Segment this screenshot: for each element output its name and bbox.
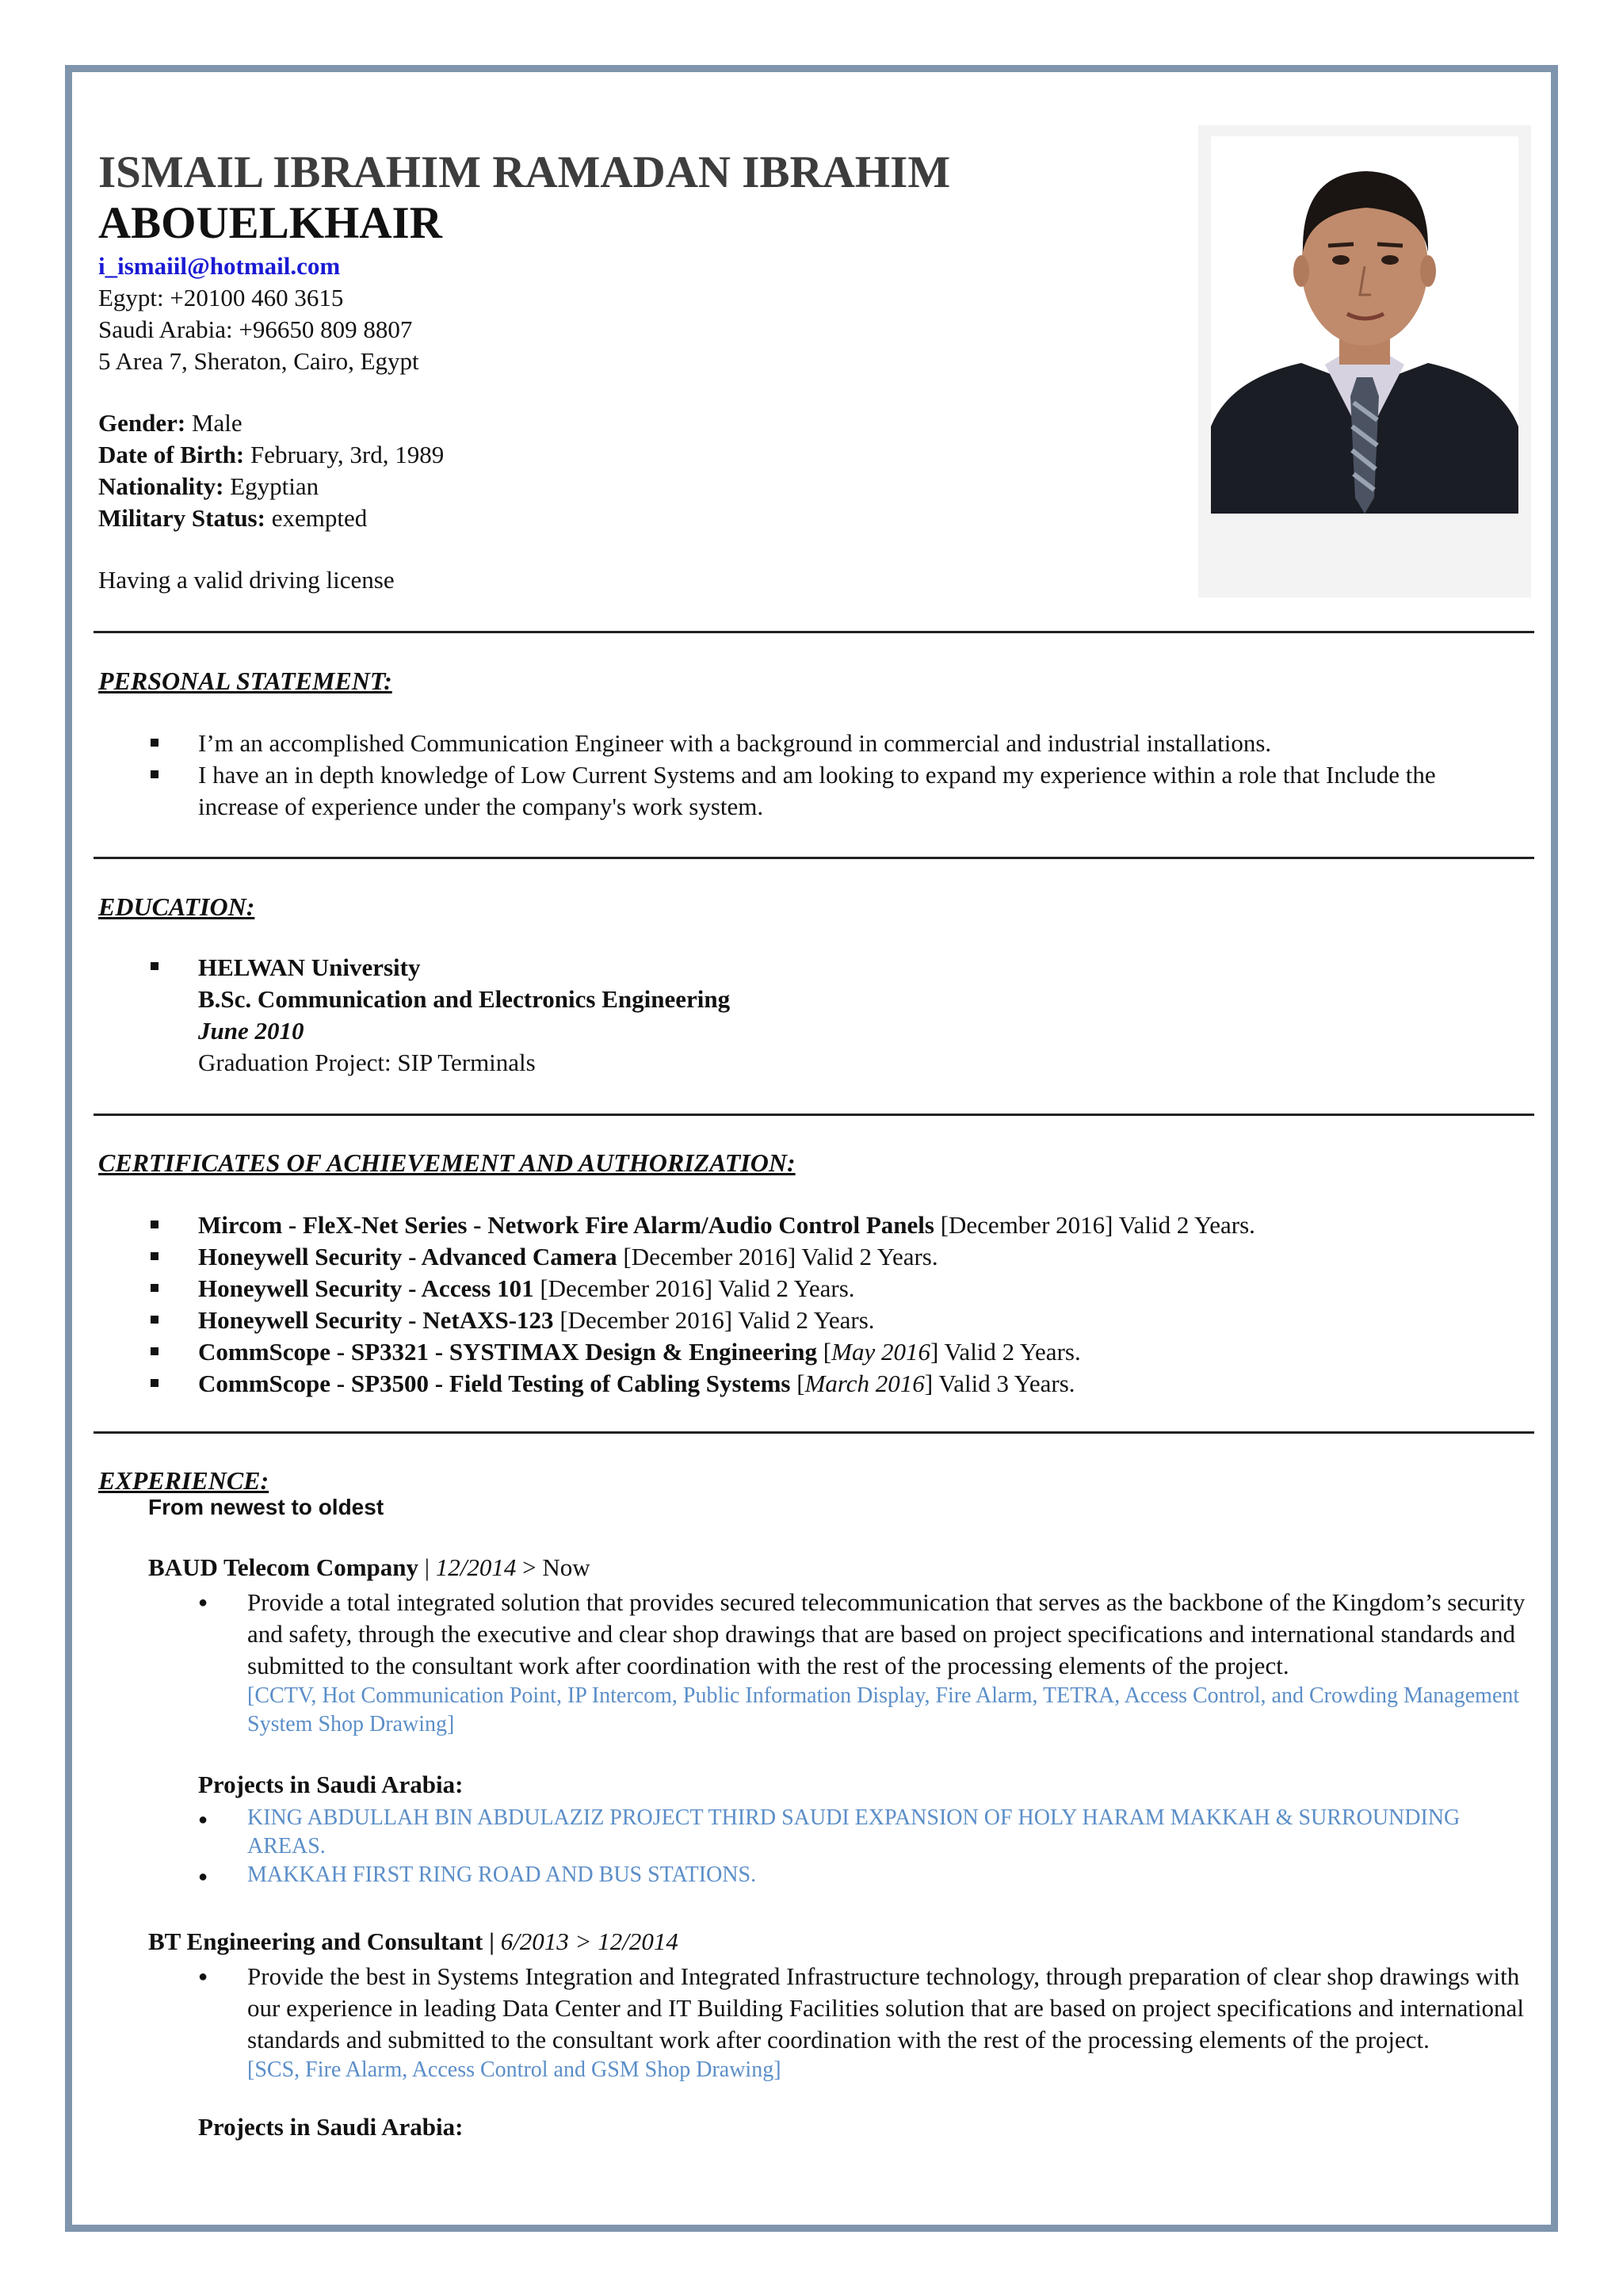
list-item: Honeywell Security - Access 101 [December 2016] Valid 2 Years. xyxy=(147,1273,1495,1305)
list-item: ● MAKKAH FIRST RING ROAD AND BUS STATIONS. xyxy=(198,1861,1466,1889)
contact-block xyxy=(98,250,419,377)
education-heading: EDUCATION: xyxy=(98,892,255,921)
university: HELWAN University xyxy=(198,953,421,981)
experience-heading: EXPERIENCE: xyxy=(98,1466,269,1495)
list-item: Mircom - FleX-Net Series - Network Fire Alarm/Audio Control Panels [December 2016] Valid 2 Years. xyxy=(147,1209,1495,1241)
job-bt-projects-label: Projects in Saudi Arabia: xyxy=(198,2113,464,2141)
list-item: I’m an accomplished Communication Engineer with a background in commercial and industrial installations. xyxy=(147,728,1463,759)
list-item: ● KING ABDULLAH BIN ABDULAZIZ PROJECT THIRD SAUDI EXPANSION OF HOLY HARAM MAKKAH & SURROUNDING AREAS. xyxy=(198,1804,1466,1861)
graduation-project: Graduation Project: SIP Terminals xyxy=(198,1049,536,1076)
phone-egypt: Egypt: +20100 460 3615 xyxy=(98,284,344,311)
email-link[interactable]: i_ismaiil@hotmail.com xyxy=(98,252,341,280)
list-item: CommScope - SP3321 - SYSTIMAX Design & Engineering [May 2016] Valid 2 Years. xyxy=(147,1336,1495,1368)
certificates-heading: CERTIFICATES OF ACHIEVEMENT AND AUTHORIZATION: xyxy=(98,1148,796,1177)
personal-statement-heading: PERSONAL STATEMENT: xyxy=(98,667,392,695)
list-item: ● Provide a total integrated solution that provides secured telecommunication that serves as the backbone of the Kingdom’s security and safety, through the executive and clear shop drawings that are based on project specifications and international standards and submitted to the consultant work after coordination with the rest of the processing elements of the project. [CCTV, Hot Communication Point, IP Intercom, Public Information Display, Fire Alarm, TETRA, Access Control, and Crowding Management System Shop Drawing] xyxy=(198,1587,1529,1739)
military-row: Military Status: exempted xyxy=(98,504,368,532)
name-line-2: ABOUELKHAIR xyxy=(98,198,442,248)
divider xyxy=(94,1431,1534,1434)
profile-photo-illustration xyxy=(1198,125,1531,598)
certificates-list xyxy=(147,1209,1495,1400)
candidate-name xyxy=(98,147,950,249)
job-bt-description xyxy=(198,1961,1529,2084)
list-item: CommScope - SP3500 - Field Testing of Cabling Systems [March 2016] Valid 3 Years. xyxy=(147,1368,1495,1400)
list-item: I have an in depth knowledge of Low Current Systems and am looking to expand my experience within a role that Include the increase of experience under the company's work system. xyxy=(147,759,1463,823)
job-bt-systems: [SCS, Fire Alarm, Access Control and GSM Shop Drawing] xyxy=(247,2057,781,2082)
divider xyxy=(94,1114,1534,1116)
job-title-bt: BT Engineering and Consultant | 6/2013 > 12/2014 xyxy=(148,1927,678,1955)
gender-row: Gender: Male xyxy=(98,409,242,437)
personal-details xyxy=(98,407,444,534)
name-line-1: ISMAIL IBRAHIM RAMADAN IBRAHIM xyxy=(98,147,951,197)
address: 5 Area 7, Sheraton, Cairo, Egypt xyxy=(98,347,419,375)
driving-license: Having a valid driving license xyxy=(98,566,395,594)
job-baud-projects xyxy=(198,1804,1466,1889)
list-item: ● Provide the best in Systems Integration and Integrated Infrastructure technology, through preparation of clear shop drawings with our experience in leading Data Center and IT Building Facilities solution that are based on project specifications and international standards and submitted to the consultant work after coordination with the rest of the processing elements of the project. [SCS, Fire Alarm, Access Control and GSM Shop Drawing] xyxy=(198,1961,1529,2084)
list-item: Honeywell Security - NetAXS-123 [December 2016] Valid 2 Years. xyxy=(147,1305,1495,1336)
list-item: Honeywell Security - Advanced Camera [December 2016] Valid 2 Years. xyxy=(147,1241,1495,1273)
personal-statement-list xyxy=(147,728,1463,823)
graduation-date: June 2010 xyxy=(198,1017,304,1045)
job-title-baud: BAUD Telecom Company | 12/2014 > Now xyxy=(148,1553,590,1581)
phone-saudi: Saudi Arabia: +96650 809 8807 xyxy=(98,315,413,343)
education-entry xyxy=(198,952,730,1079)
nationality-row: Nationality: Egyptian xyxy=(98,472,319,500)
divider xyxy=(94,631,1534,633)
degree: B.Sc. Communication and Electronics Engineering xyxy=(198,985,731,1013)
profile-photo xyxy=(1198,125,1531,598)
job-baud-systems: [CCTV, Hot Communication Point, IP Intercom, Public Information Display, Fire Alarm, TETRA, Access Control, and Crowding Management System Shop Drawing] xyxy=(247,1683,1520,1736)
job-baud-projects-label: Projects in Saudi Arabia: xyxy=(198,1771,464,1798)
dob-row: Date of Birth: February, 3rd, 1989 xyxy=(98,441,445,468)
education-bullet xyxy=(151,962,158,970)
experience-order-note: From newest to oldest xyxy=(148,1495,384,1519)
divider xyxy=(94,857,1534,859)
job-baud-description xyxy=(198,1587,1529,1739)
